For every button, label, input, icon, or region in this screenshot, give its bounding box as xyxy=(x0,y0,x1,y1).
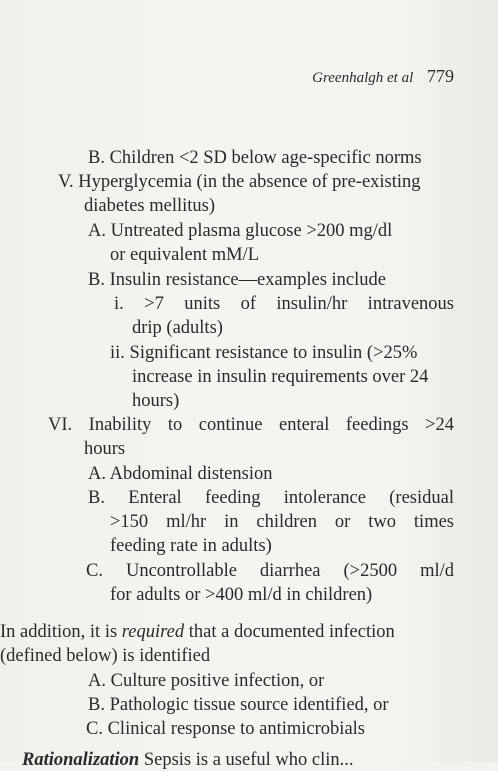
addition-text-after: that a documented infection xyxy=(184,622,395,642)
addition-text-before: In addition, it is xyxy=(0,622,122,642)
criteria-item-b: B. Pathologic tissue source identified, or xyxy=(88,695,389,715)
list-item-a-distension: A. Abdominal distension xyxy=(88,464,273,484)
list-item-b-children: B. Children <2 SD below age-specific norms xyxy=(88,148,422,168)
list-item-b-continuation-2: feeding rate in adults) xyxy=(110,536,272,556)
list-item-i-continuation: drip (adults) xyxy=(132,318,223,338)
running-head-author: Greenhalgh et al xyxy=(312,70,414,86)
cutoff-rest: Sepsis is a useful who clin... xyxy=(139,750,354,770)
list-item-vi-continuation: hours xyxy=(84,439,126,459)
list-item-c-continuation: for adults or >400 ml/d in children) xyxy=(110,585,373,605)
list-item-ii-resistance: ii. Significant resistance to insulin (>25% xyxy=(110,343,418,363)
criteria-item-a: A. Culture positive infection, or xyxy=(88,671,325,691)
list-item-ii-continuation-2: hours) xyxy=(132,391,180,411)
list-item-c-diarrhea: C. Uncontrollable diarrhea (>2500 ml/d xyxy=(86,561,454,581)
addition-paragraph-line-2: (defined below) is identified xyxy=(0,646,211,666)
running-head xyxy=(312,66,454,87)
list-item-vi-enteral: VI. Inability to continue enteral feedings >24 xyxy=(48,415,454,435)
list-item-a-glucose: A. Untreated plasma glucose >200 mg/dl xyxy=(88,221,393,241)
list-item-a-continuation: or equivalent mM/L xyxy=(110,245,259,265)
criteria-item-c: C. Clinical response to antimicrobials xyxy=(86,719,365,739)
list-item-b-insulin-resistance: B. Insulin resistance—examples include xyxy=(88,270,386,290)
list-item-i-units: i. >7 units of insulin/hr intravenous xyxy=(114,294,454,314)
list-item-ii-continuation: increase in insulin requirements over 24 xyxy=(132,367,429,387)
addition-paragraph-line-1 xyxy=(0,620,395,644)
addition-emphasis: required xyxy=(121,622,185,642)
list-item-b-intolerance: B. Enteral feeding intolerance (residual xyxy=(88,488,454,508)
page-number: 779 xyxy=(427,66,454,86)
list-item-v-hyperglycemia: V. Hyperglycemia (in the absence of pre-existing xyxy=(58,172,421,192)
cutoff-emphasis: Rationalization xyxy=(22,750,140,770)
cutoff-next-paragraph xyxy=(22,750,354,771)
list-item-v-continuation: diabetes mellitus) xyxy=(84,196,216,216)
list-item-b-continuation: >150 ml/hr in children or two times xyxy=(110,512,454,532)
